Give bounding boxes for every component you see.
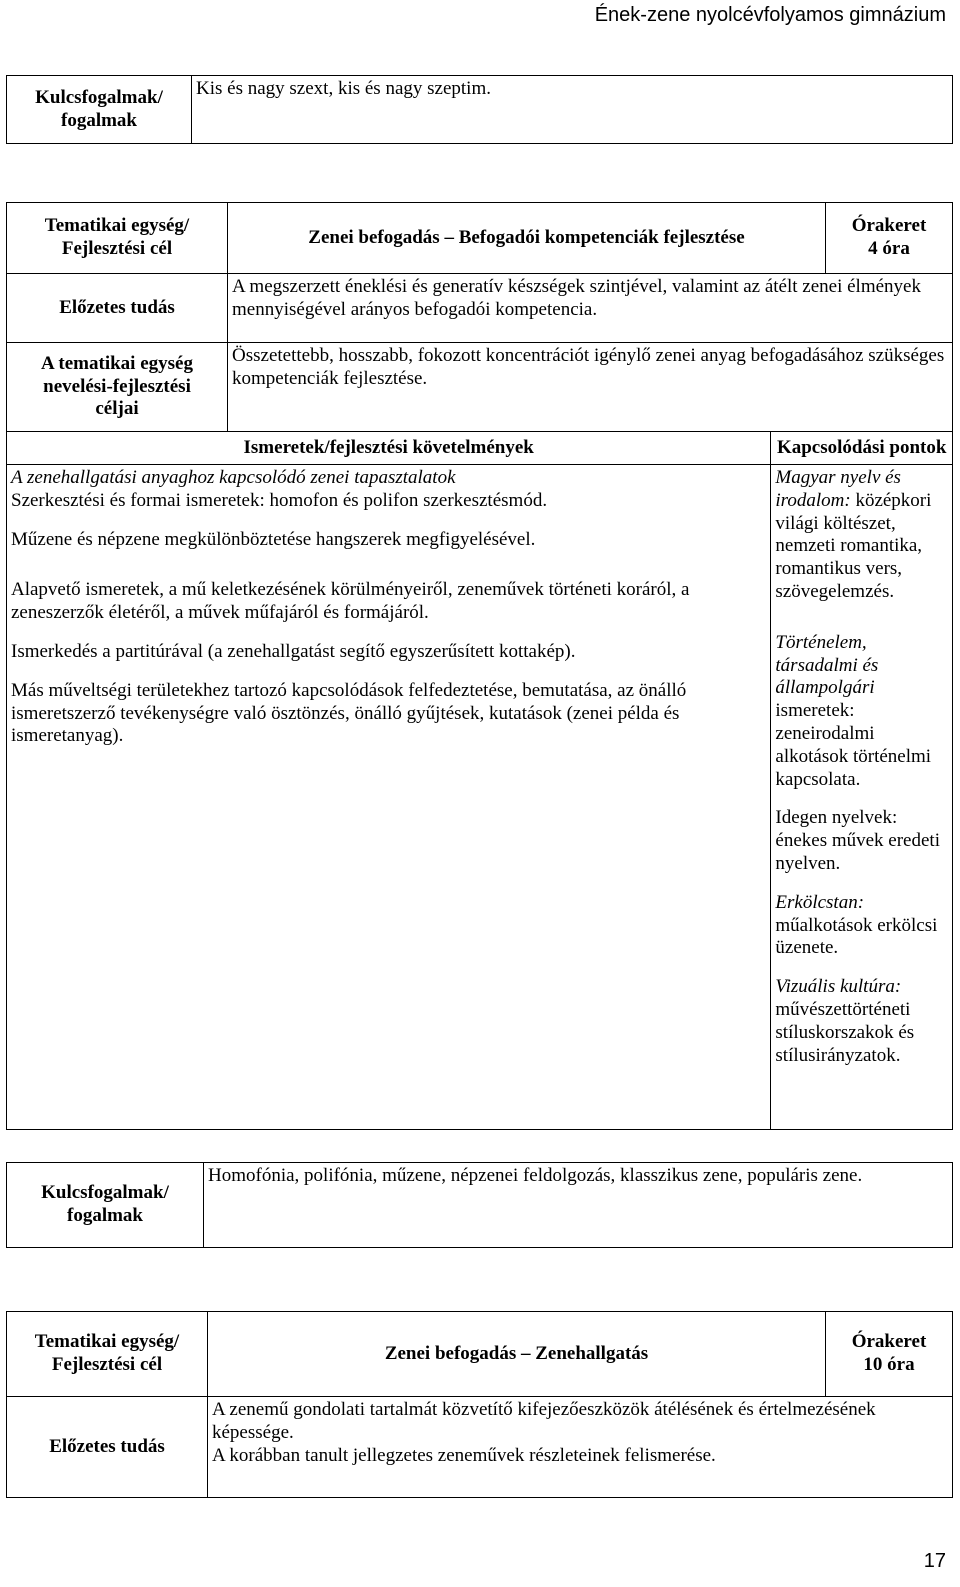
label-line: Kulcsfogalmak/ (41, 1182, 169, 1204)
page-number: 17 (923, 1550, 946, 1572)
elozetes-tudas-value (208, 1397, 953, 1498)
link-title: Vizuális kultúra: (775, 976, 902, 998)
kulcsfogalmak-table-2 (6, 1162, 953, 1248)
orakeret-value: 10 óra (863, 1354, 915, 1375)
orakeret-cell (826, 203, 953, 274)
req-text: Műzene és népzene megkülönböztetése hangszerek megfigyelésével. (11, 528, 536, 550)
elozetes-tudas-label: Előzetes tudás (7, 274, 228, 343)
req-text: Szerkesztési és formai ismeretek: homofon és polifon szerkesztésmód. (11, 489, 548, 511)
label-line: fogalmak (61, 109, 137, 131)
unit-title: Zenei befogadás – Befogadói kompetenciák fejlesztése (228, 203, 826, 274)
label-line: Tematikai egység/ (34, 1331, 180, 1353)
elozetes-tudas-label: Előzetes tudás (7, 1397, 208, 1498)
label-line: A tematikai egység (41, 352, 193, 374)
kulcsfogalmak-value: Homofónia, polifónia, műzene, népzenei feldolgozás, klasszikus zene, populáris zene. (204, 1163, 953, 1248)
kapcsolodasi-header: Kapcsolódási pontok (771, 432, 953, 465)
label-line: Kulcsfogalmak/ (35, 86, 163, 108)
link-item (775, 976, 948, 1067)
elozetes-tudas-value: A megszerzett éneklési és generatív készségek szintjével, valamint az átélt zenei élmények mennyiségével arányos befogadói kompetencia. (228, 274, 953, 343)
celjai-value: Összetettebb, hosszabb, fokozott koncentrációt igénylő zenei anyag befogadásához szükséges kompetenciák fejlesztése. (228, 343, 953, 432)
link-title: Magyar nyelv és irodalom: (775, 467, 901, 511)
page-header: Ének-zene nyolcévfolyamos gimnázium (594, 4, 946, 26)
link-item (775, 892, 948, 960)
link-title: Történelem, társadalmi és állampolgári (775, 631, 879, 699)
req-text: Más műveltségi területekhez tartozó kapcsolódások felfedeztetése, bemutatása, az önálló ismeretszerző tevékenységre való ösztönzés, önálló gyűjtések, kutatások (zenei példa és ismeretanyag). (11, 679, 687, 747)
label-line: Fejlesztési cél (51, 1354, 163, 1375)
label-line: Fejlesztési cél (61, 238, 173, 259)
elozetes-line: A korábban tanult jellegzetes zeneművek részleteinek felismerése. (212, 1444, 716, 1466)
link-text: műalkotások erkölcsi üzenete. (775, 914, 938, 959)
link-text: művészettörténeti stíluskorszakok és stílusirányzatok. (775, 998, 915, 1066)
celjai-label (7, 343, 228, 432)
link-item: Idegen nyelvek: énekes művek eredeti nyelven. (775, 807, 940, 874)
kulcsfogalmak-label (7, 76, 192, 144)
label-line: fogalmak (67, 1205, 143, 1226)
orakeret-label: Órakeret (851, 1331, 927, 1353)
req-title: A zenehallgatási anyaghoz kapcsolódó zenei tapasztalatok (11, 467, 456, 488)
kulcsfogalmak-label (7, 1163, 204, 1248)
link-item (775, 632, 948, 792)
kapcsolodasi-content (771, 465, 953, 1130)
tematikai-label (7, 1312, 208, 1397)
kulcsfogalmak-table-1 (6, 75, 953, 144)
tematikai-egyseg-table (6, 202, 953, 1130)
label-line: céljai (95, 398, 139, 420)
link-text: középkori világi költészet, nemzeti romantika, romantikus vers, szövegelemzés. (775, 489, 932, 602)
link-title: Erkölcstan: (775, 891, 865, 913)
req-text: Ismerkedés a partitúrával (a zenehallgatást segítő egyszerűsített kottakép). (11, 640, 576, 662)
orakeret-cell (826, 1312, 953, 1397)
link-text: ismeretek: zeneirodalmi alkotások történelmi kapcsolata. (775, 700, 932, 790)
unit-title: Zenei befogadás – Zenehallgatás (208, 1312, 826, 1397)
elozetes-line: A zenemű gondolati tartalmát közvetítő kifejezőeszközök átélésének és értelmezésének képessége. (212, 1399, 876, 1443)
label-line: Tematikai egység/ (44, 215, 190, 237)
orakeret-value: 4 óra (868, 238, 910, 259)
ismeretek-content (7, 465, 771, 1130)
req-text: Alapvető ismeretek, a mű keletkezésének körülményeiről, zeneművek történeti koráról, a zeneszerzők életéről, a művek műfajáról és formájáról. (11, 579, 690, 624)
ismeretek-header: Ismeretek/fejlesztési követelmények (7, 432, 771, 465)
link-item (775, 467, 948, 604)
zenehallgatas-table (6, 1311, 953, 1498)
label-line: nevelési-fejlesztési (43, 375, 191, 397)
kulcsfogalmak-value: Kis és nagy szext, kis és nagy szeptim. (192, 76, 953, 144)
tematikai-label (7, 203, 228, 274)
orakeret-label: Órakeret (851, 215, 927, 237)
